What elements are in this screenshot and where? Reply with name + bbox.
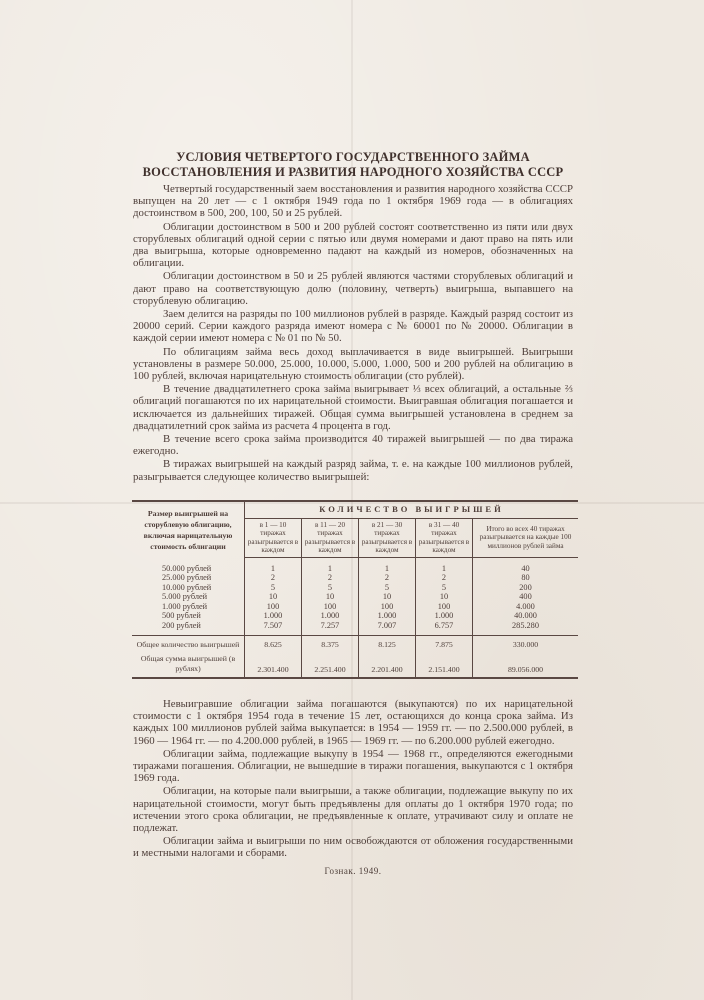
- title-line-1: УСЛОВИЯ ЧЕТВЕРТОГО ГОСУДАРСТВЕННОГО ЗАЙМА: [176, 150, 530, 164]
- table-cell: 5: [359, 583, 416, 593]
- table-cell: 6.757: [416, 621, 473, 636]
- table-row: [132, 621, 578, 636]
- table-cell: 1: [302, 557, 359, 573]
- table-cell: 8.375: [302, 636, 359, 651]
- table-cell: 5: [245, 583, 302, 593]
- table-cell: 1.000: [359, 611, 416, 621]
- total-sum-row: [132, 651, 578, 678]
- paragraph-500-200-bonds: Облигации достоинством в 500 и 200 рублей состоят соответственно из пяти или двух сторублевых облигаций одной серии с пятью или двумя номерами и дают право на пять или два выигрыша, которые одновременно падают на каждый из номеров, обозначенных на облигации.: [133, 220, 573, 270]
- table-cell: 2: [359, 573, 416, 583]
- table-cell-total: 400: [519, 592, 532, 602]
- table-cell: 7.257: [302, 621, 359, 636]
- table-cell: 8.625: [245, 636, 302, 651]
- table-cell: 8.125: [359, 636, 416, 651]
- prize-label: 500 рублей: [132, 611, 245, 621]
- prize-label: 25.000 рублей: [132, 573, 245, 583]
- document-body-bottom: [133, 698, 573, 876]
- table-cell: 10: [359, 592, 416, 602]
- paragraph-redemption-draws: Облигации займа, подлежащие выкупу в 1954 — 1968 гг., определяются ежегодными тиражами погашения. Облигации, не вышедшие в тиражи погашения, выкупаются с 1 октября 1969 года.: [133, 747, 573, 785]
- paragraph-share: В течение двадцатилетнего срока займа выигрывает ⅓ всех облигаций, а остальные ⅔ облигаций погашаются по их нарицательной стоимости. Выигравшая облигация погашается и исключается из дальнейших тиражей. Общая сумма выигрышей установлена в среднем за двадцатилетний срок займа из расчета 4 процента в год.: [133, 383, 573, 432]
- table-cell: 10: [416, 592, 473, 602]
- table-cell: 2: [245, 573, 302, 583]
- table-cell: 2: [302, 573, 359, 583]
- prize-label: 5.000 рублей: [132, 592, 245, 602]
- paragraph-tax-exemption: Облигации займа и выигрыши по ним освобождаются от обложения государственными и местными налогами и сборами.: [133, 835, 573, 860]
- table-cell-total: 285.280: [473, 621, 579, 636]
- table-cell: 10: [302, 592, 359, 602]
- prize-label: 1.000 рублей: [132, 602, 245, 612]
- table-cell: 100: [302, 602, 359, 612]
- table-row: [132, 592, 578, 602]
- prize-label: 50.000 рублей: [132, 557, 245, 573]
- table-cell: 1.000: [416, 611, 473, 621]
- table-cell-total: 330.000: [512, 640, 539, 650]
- table-cell: 5: [302, 583, 359, 593]
- table-cell-total: 40: [521, 563, 530, 573]
- table-cell: 100: [416, 602, 473, 612]
- winnings-table: [132, 500, 578, 679]
- table-cell: 1: [359, 557, 416, 573]
- table-cell-total: 89.056.000: [473, 651, 579, 678]
- table-cell: 100: [359, 602, 416, 612]
- paragraph-term: Четвертый государственный заем восстановления и развития народного хозяйства СССР выпущен на 20 лет — с 1 октября 1949 года по 1 октября 1969 года — в облигациях достоинством в 500, 200, 100, 50 и 25 рублей.: [133, 183, 573, 220]
- group-header: КОЛИЧЕСТВО ВЫИГРЫШЕЙ: [245, 501, 579, 518]
- document-title: [133, 150, 573, 180]
- table-cell: 2.151.400: [416, 651, 473, 678]
- column-header: в 11 — 20 тиражах разыгрывается в каждом: [302, 518, 359, 557]
- paragraph-table-intro: В тиражах выигрышей на каждый разряд займа, т. е. на каждые 100 миллионов рублей, разыгрывается следующее количество выигрышей:: [133, 458, 573, 483]
- table-cell: 100: [245, 602, 302, 612]
- table-row: [132, 611, 578, 621]
- table-cell: 1.000: [245, 611, 302, 621]
- table-cell: 7.007: [359, 621, 416, 636]
- table-cell: 7.507: [245, 621, 302, 636]
- table-cell: 2.201.400: [359, 651, 416, 678]
- paragraph-payment-deadline: Облигации, на которые пали выигрыши, а также облигации, подлежащие выкупу по их нарицательной стоимости, могут быть предъявлены для оплаты до 1 октября 1970 года; по истечении этого срока облигации, не предъявленные к оплате, утрачивают силу и оплате не подлежат.: [133, 785, 573, 835]
- column-header: в 31 — 40 тиражах разыгрывается в каждом: [416, 518, 473, 557]
- total-count-row: [132, 636, 578, 651]
- document-body-top: [133, 150, 573, 483]
- table-cell-total: 40.000: [514, 611, 537, 621]
- total-count-label: Общее количество выигрышей: [132, 636, 245, 651]
- table-row: [132, 602, 578, 612]
- paragraph-redemption: Невыигравшие облигации займа погашаются (выкупаются) по их нарицательной стоимости с 1 октября 1954 года в течение 15 лет, остающихся до конца срока займа. Из каждых 100 миллионов рублей займа выкупается: в 1954 — 1959 гг. — по 2.500.000 рублей, в 1960 — 1964 гг. — по 4.200.000 рублей, в 1965 — 1969 гг. — по 6.200.000 рублей ежегодно.: [133, 698, 573, 747]
- table-cell: 5: [416, 583, 473, 593]
- total-sum-label: Общая сумма выигрышей (в рублях): [132, 651, 245, 678]
- table-cell-total: 80: [521, 573, 530, 583]
- table-cell: 7.875: [416, 636, 473, 651]
- table-cell-total: 200: [519, 582, 532, 592]
- table-cell: 1: [245, 557, 302, 573]
- table-cell: 2.301.400: [245, 651, 302, 678]
- table-cell: 2: [416, 573, 473, 583]
- table-cell: 10: [245, 592, 302, 602]
- table-row: [132, 573, 578, 583]
- title-line-2: ВОССТАНОВЛЕНИЯ И РАЗВИТИЯ НАРОДНОГО ХОЗЯЙСТВА СССР: [142, 165, 564, 179]
- table-cell: 2.251.400: [302, 651, 359, 678]
- paragraph-winnings: По облигациям займа весь доход выплачивается в виде выигрышей. Выигрыши установлены в размере 50.000, 25.000, 10.000, 5.000, 1.000, 500 и 200 рублей на облигацию в 100 рублей, включая нарицательную стоимость облигации (сто рублей).: [133, 345, 573, 383]
- prize-label: 10.000 рублей: [132, 583, 245, 593]
- row-header: Размер выигрышей на сторублевую облигацию, включая нарицательную стоимость облигации: [132, 501, 245, 557]
- paragraph-50-25-bonds: Облигации достоинством в 50 и 25 рублей являются частями сторублевых облигаций и дают право на соответствующую долю (половину, четверть) выигрыша, выпавшего на сторублевую облигацию.: [133, 270, 573, 307]
- table-cell-total: 4.000: [516, 601, 535, 611]
- printer-footer: Гознак. 1949.: [324, 865, 382, 876]
- column-header: в 1 — 10 тиражах разыгрывается в каждом: [245, 518, 302, 557]
- table-cell: 1.000: [302, 611, 359, 621]
- paragraph-series: Заем делится на разряды по 100 миллионов рублей в разряде. Каждый разряд состоит из 20000 серий. Серии каждого разряда имеют номера с № 60001 по № 20000. Облигации в каждой серии имеют номера с № 01 по № 50.: [133, 308, 573, 345]
- column-header-total: Итого во всех 40 тиражах разыгрывается на каждые 100 миллионов рублей займа: [473, 518, 579, 557]
- column-header: в 21 — 30 тиражах разыгрывается в каждом: [359, 518, 416, 557]
- table-row: [132, 557, 578, 573]
- table-row: [132, 583, 578, 593]
- table-cell: 1: [416, 557, 473, 573]
- paragraph-draws: В течение всего срока займа производится 40 тиражей выигрышей — по два тиража ежегодно.: [133, 433, 573, 458]
- prize-label: 200 рублей: [132, 621, 245, 636]
